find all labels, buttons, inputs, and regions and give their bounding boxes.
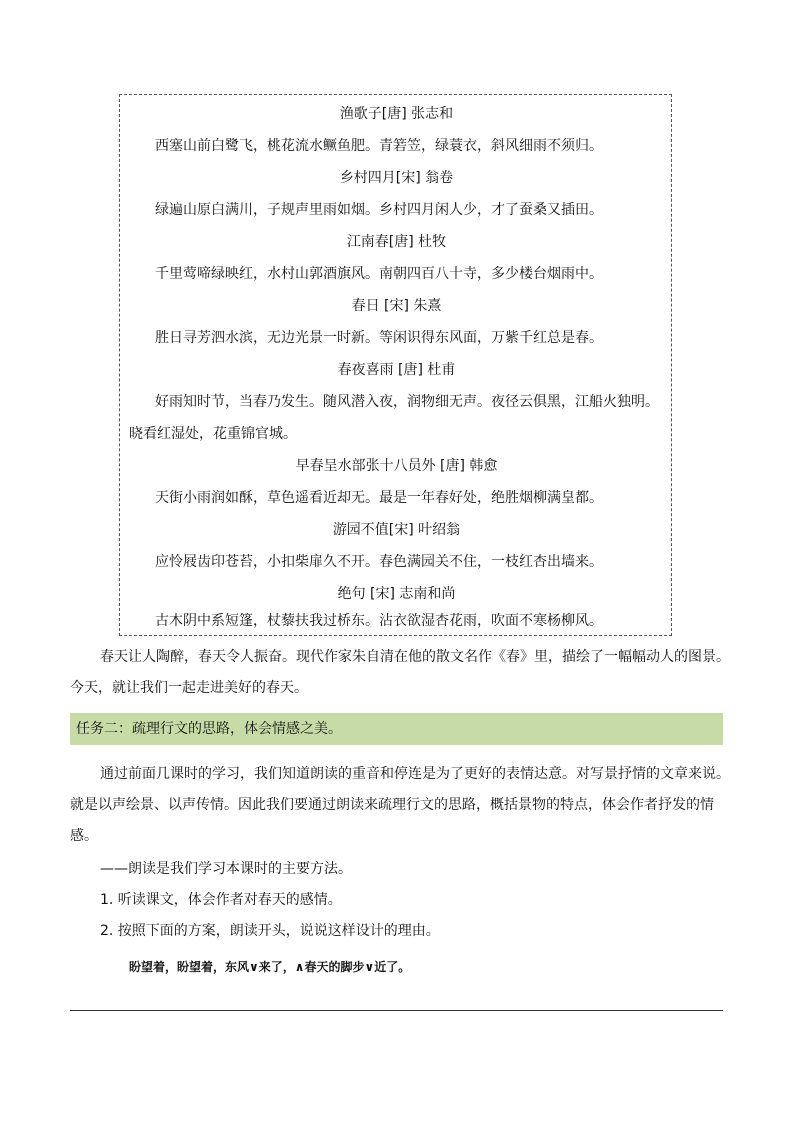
poem-line: 胜日寻芳泗水滨，无边光景一时新。等闲识得东风面，万紫千红总是春。 (155, 330, 603, 346)
poem-title: 游园不值[宋] 叶绍翁 (332, 522, 461, 538)
body-paragraph: 就是以声绘景、以声传情。因此我们要通过朗读来疏理行文的思路，概括景物的特点，体会作者抒发的情 (70, 797, 714, 813)
poem-line: 应怜屐齿印苍苔，小扣柴扉久不开。春色满园关不住，一枝红杏出墙来。 (155, 554, 603, 570)
poem-line: 好雨知时节，当春乃发生。随风潜入夜，润物细无声。夜径云俱黑，江船火独明。 (155, 394, 659, 410)
poem-line: 天街小雨润如酥，草色遥看近却无。最是一年春好处，绝胜烟柳满皇都。 (155, 490, 603, 506)
poem-box (119, 94, 672, 636)
method-note: ——朗读是我们学习本课时的主要方法。 (100, 861, 352, 877)
poem-line: 西塞山前白鹭飞，桃花流水鳜鱼肥。青箬笠，绿蓑衣，斜风细雨不须归。 (155, 138, 603, 154)
poem-title: 江南春[唐] 杜牧 (346, 234, 447, 250)
poem-title: 早春呈水部张十八员外 [唐] 韩愈 (295, 458, 498, 474)
list-item: 1. 听读课文，体会作者对春天的感情。 (100, 892, 342, 908)
reading-marks-example: 盼望着，盼望着，东风∨来了，∧春天的脚步∨近了。 (129, 960, 411, 974)
intro-paragraph: 春天让人陶醉，春天令人振奋。现代作家朱自清在他的散文名作《春》里，描绘了一幅幅动人的图景。 (100, 649, 730, 665)
poem-title: 春日 [宋] 朱熹 (351, 298, 442, 314)
poem-line: 古木阴中系短篷，杖藜扶我过桥东。沾衣欲湿杏花雨，吹面不寒杨柳风。 (155, 613, 603, 629)
footer-divider (70, 1010, 723, 1011)
poem-title: 乡村四月[宋] 翁卷 (339, 170, 454, 186)
poem-line: 千里莺啼绿映红，水村山郭酒旗风。南朝四百八十寺，多少楼台烟雨中。 (155, 266, 603, 282)
poem-title: 绝句 [宋] 志南和尚 (337, 586, 456, 602)
intro-paragraph: 今天，就让我们一起走进美好的春天。 (70, 680, 308, 696)
poem-line: 绿遍山原白满川，子规声里雨如烟。乡村四月闲人少，才了蚕桑又插田。 (155, 202, 603, 218)
body-paragraph: 感。 (70, 828, 98, 844)
body-paragraph: 通过前面几课时的学习，我们知道朗读的重音和停连是为了更好的表情达意。对写景抒情的文章来说。 (100, 766, 730, 782)
poem-title: 渔歌子[唐] 张志和 (339, 106, 454, 122)
poem-line: 晓看红湿处，花重锦官城。 (129, 426, 297, 442)
list-item: 2. 按照下面的方案，朗读开头，说说这样设计的理由。 (100, 923, 440, 939)
task-heading: 任务二：疏理行文的思路，体会情感之美。 (70, 713, 723, 745)
poem-title: 春夜喜雨 [唐] 杜甫 (337, 362, 456, 378)
